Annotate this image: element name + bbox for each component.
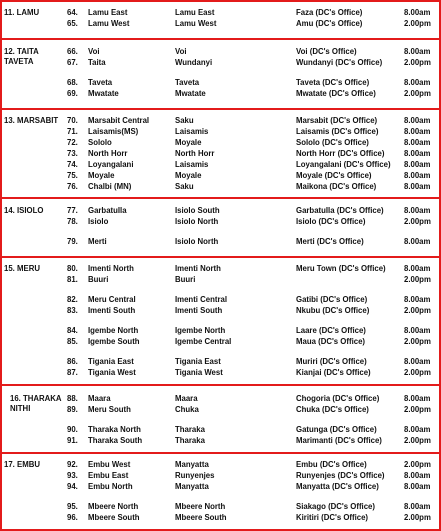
row-number: 93. (67, 471, 78, 480)
table-row (0, 206, 441, 217)
row-number: 79. (67, 237, 78, 246)
table-row (0, 149, 441, 160)
sub-county-name: Moyale (175, 138, 202, 147)
centre-name: Sololo (DC's Office) (296, 138, 369, 147)
constituency-name: Voi (88, 47, 100, 56)
constituency-name: Embu East (88, 471, 129, 480)
table-row (0, 160, 441, 171)
sub-county-name: Isiolo North (175, 217, 219, 226)
time-value: 8.00am (404, 357, 431, 366)
time-value: 8.00am (404, 482, 431, 491)
time-value: 8.00am (404, 138, 431, 147)
table-row (0, 127, 441, 138)
table-row (0, 58, 441, 69)
table-row (0, 405, 441, 416)
time-value: 8.00am (404, 8, 431, 17)
section-divider (2, 38, 439, 40)
time-value: 8.00am (404, 264, 431, 273)
centre-name: Kiritiri (DC's Office) (296, 513, 369, 522)
time-value: 2.00pm (404, 19, 431, 28)
constituency-name: Merti (88, 237, 107, 246)
county-label-taita-taveta: 12. TAITA TAVETA (4, 47, 39, 66)
constituency-name: Tharaka South (88, 436, 143, 445)
section-divider (2, 108, 439, 110)
centre-name: Faza (DC's Office) (296, 8, 363, 17)
county-label-meru: 15. MERU (4, 264, 40, 273)
row-number: 96. (67, 513, 78, 522)
centre-name: Nkubu (DC's Office) (296, 306, 370, 315)
constituency-name: Meru Central (88, 295, 136, 304)
constituency-name: Imenti South (88, 306, 136, 315)
row-number: 88. (67, 394, 78, 403)
table-row (0, 116, 441, 127)
row-number: 78. (67, 217, 78, 226)
sub-county-name: Runyenjes (175, 471, 215, 480)
row-number: 94. (67, 482, 78, 491)
county-label-isiolo: 14. ISIOLO (4, 206, 44, 215)
constituency-name: Taveta (88, 78, 113, 87)
table-row (0, 47, 441, 58)
constituency-name: Mwatate (88, 89, 119, 98)
constituency-name: Buuri (88, 275, 109, 284)
sub-county-name: Isiolo North (175, 237, 219, 246)
time-value: 8.00am (404, 237, 431, 246)
sub-county-name: Igembe Central (175, 337, 232, 346)
sub-county-name: Laisamis (175, 127, 209, 136)
time-value: 2.00pm (404, 217, 431, 226)
sub-county-name: Mbeere South (175, 513, 227, 522)
table-row (0, 171, 441, 182)
time-value: 8.00am (404, 47, 431, 56)
centre-name: Garbatulla (DC's Office) (296, 206, 384, 215)
time-value: 2.00pm (404, 58, 431, 67)
centre-name: Siakago (DC's Office) (296, 502, 375, 511)
row-number: 71. (67, 127, 78, 136)
constituency-name: Taita (88, 58, 106, 67)
sub-county-name: Tigania East (175, 357, 221, 366)
time-value: 8.00am (404, 425, 431, 434)
time-value: 8.00am (404, 394, 431, 403)
time-value: 2.00pm (404, 89, 431, 98)
sub-county-name: Mbeere North (175, 502, 226, 511)
table-row (0, 513, 441, 524)
centre-name: Marsabit (DC's Office) (296, 116, 378, 125)
centre-name: Mwatate (DC's Office) (296, 89, 376, 98)
row-number: 81. (67, 275, 78, 284)
sub-county-name: North Horr (175, 149, 215, 158)
row-number: 82. (67, 295, 78, 304)
constituency-name: Chalbi (MN) (88, 182, 132, 191)
sub-county-name: Laisamis (175, 160, 209, 169)
constituency-name: Sololo (88, 138, 112, 147)
time-value: 8.00am (404, 182, 431, 191)
time-value: 8.00am (404, 149, 431, 158)
row-number: 64. (67, 8, 78, 17)
table-row (0, 368, 441, 379)
centre-name: Gatibi (DC's Office) (296, 295, 368, 304)
time-value: 2.00pm (404, 405, 431, 414)
centre-name: Embu (DC's Office) (296, 460, 367, 469)
constituency-name: Laisamis(MS) (88, 127, 139, 136)
row-number: 76. (67, 182, 78, 191)
table-row (0, 275, 441, 286)
constituency-name: Garbatulla (88, 206, 127, 215)
row-number: 69. (67, 89, 78, 98)
sub-county-name: Saku (175, 182, 194, 191)
sub-county-name: Maara (175, 394, 198, 403)
sub-county-name: Saku (175, 116, 194, 125)
time-value: 8.00am (404, 502, 431, 511)
sub-county-name: Imenti North (175, 264, 221, 273)
constituency-name: Lamu West (88, 19, 130, 28)
table-row (0, 394, 441, 405)
time-value: 8.00am (404, 160, 431, 169)
county-label-lamu: 11. LAMU (4, 8, 40, 17)
sub-county-name: Imenti Central (175, 295, 227, 304)
constituency-name: Mbeere North (88, 502, 139, 511)
sub-county-name: Igembe North (175, 326, 226, 335)
sub-county-name: Taveta (175, 78, 200, 87)
centre-name: Laare (DC's Office) (296, 326, 366, 335)
section-divider (2, 384, 439, 386)
table-row (0, 89, 441, 100)
row-number: 75. (67, 171, 78, 180)
row-number: 77. (67, 206, 78, 215)
section-divider (2, 452, 439, 454)
row-number: 65. (67, 19, 78, 28)
time-value: 8.00am (404, 127, 431, 136)
row-number: 72. (67, 138, 78, 147)
constituency-name: Maara (88, 394, 111, 403)
row-number: 92. (67, 460, 78, 469)
row-number: 86. (67, 357, 78, 366)
constituency-name: Tigania West (88, 368, 136, 377)
table-row (0, 217, 441, 228)
centre-name: Merti (DC's Office) (296, 237, 364, 246)
table-row (0, 357, 441, 368)
sub-county-name: Lamu West (175, 19, 217, 28)
table-row (0, 337, 441, 348)
sub-county-name: Voi (175, 47, 187, 56)
time-value: 2.00pm (404, 460, 431, 469)
constituency-name: Meru South (88, 405, 131, 414)
section-divider (2, 256, 439, 258)
time-value: 2.00pm (404, 337, 431, 346)
constituency-name: Lamu East (88, 8, 128, 17)
sub-county-name: Manyatta (175, 482, 209, 491)
constituency-name: Embu West (88, 460, 131, 469)
time-value: 8.00am (404, 206, 431, 215)
centre-name: Taveta (DC's Office) (296, 78, 370, 87)
table-row (0, 502, 441, 513)
centre-name: Moyale (DC's Office) (296, 171, 372, 180)
constituency-name: Moyale (88, 171, 115, 180)
time-value: 8.00am (404, 326, 431, 335)
table-row (0, 237, 441, 248)
table-row (0, 78, 441, 89)
table-row (0, 460, 441, 471)
centre-name: Amu (DC's Office) (296, 19, 363, 28)
table-row (0, 436, 441, 447)
constituency-name: Igembe South (88, 337, 140, 346)
sub-county-name: Imenti South (175, 306, 223, 315)
row-number: 68. (67, 78, 78, 87)
sub-county-name: Mwatate (175, 89, 206, 98)
row-number: 90. (67, 425, 78, 434)
table-row (0, 19, 441, 30)
centre-name: Meru Town (DC's Office) (296, 264, 386, 273)
constituency-name: Tigania East (88, 357, 134, 366)
row-number: 89. (67, 405, 78, 414)
table-row (0, 295, 441, 306)
centre-name: Marimanti (DC's Office) (296, 436, 382, 445)
centre-name: Loyangalani (DC's Office) (296, 160, 391, 169)
time-value: 2.00pm (404, 436, 431, 445)
sub-county-name: Lamu East (175, 8, 215, 17)
row-number: 73. (67, 149, 78, 158)
constituency-name: Tharaka North (88, 425, 141, 434)
centre-name: Manyatta (DC's Office) (296, 482, 379, 491)
constituency-name: Isiolo (88, 217, 109, 226)
constituency-name: Marsabit Central (88, 116, 150, 125)
table-row (0, 482, 441, 493)
row-number: 74. (67, 160, 78, 169)
constituency-name: Imenti North (88, 264, 134, 273)
county-label-tharaka-nithi: 16. THARAKA NITHI (10, 394, 62, 413)
row-number: 80. (67, 264, 78, 273)
sub-county-name: Tharaka (175, 436, 205, 445)
constituency-name: North Horr (88, 149, 128, 158)
time-value: 2.00pm (404, 513, 431, 522)
centre-name: Chogoria (DC's Office) (296, 394, 380, 403)
table-row (0, 306, 441, 317)
centre-name: Kianjai (DC's Office) (296, 368, 371, 377)
time-value: 8.00am (404, 78, 431, 87)
constituency-name: Igembe North (88, 326, 139, 335)
row-number: 91. (67, 436, 78, 445)
row-number: 84. (67, 326, 78, 335)
row-number: 66. (67, 47, 78, 56)
centre-name: Maua (DC's Office) (296, 337, 366, 346)
centre-name: Runyenjes (DC's Office) (296, 471, 385, 480)
sub-county-name: Isiolo South (175, 206, 220, 215)
row-number: 70. (67, 116, 78, 125)
table-row (0, 425, 441, 436)
centre-name: Muriri (DC's Office) (296, 357, 367, 366)
centre-name: Voi (DC's Office) (296, 47, 357, 56)
sub-county-name: Tharaka (175, 425, 205, 434)
table-row (0, 138, 441, 149)
time-value: 8.00am (404, 471, 431, 480)
table-row (0, 326, 441, 337)
time-value: 2.00pm (404, 275, 431, 284)
time-value: 2.00pm (404, 306, 431, 315)
county-label-marsabit: 13. MARSABIT (4, 116, 59, 125)
row-number: 95. (67, 502, 78, 511)
sub-county-name: Moyale (175, 171, 202, 180)
centre-name: North Horr (DC's Office) (296, 149, 385, 158)
section-divider (2, 197, 439, 199)
table-row (0, 182, 441, 193)
centre-name: Gatunga (DC's Office) (296, 425, 377, 434)
centre-name: Maikona (DC's Office) (296, 182, 377, 191)
sub-county-name: Chuka (175, 405, 199, 414)
row-number: 83. (67, 306, 78, 315)
constituency-name: Mbeere South (88, 513, 140, 522)
row-number: 67. (67, 58, 78, 67)
sub-county-name: Wundanyi (175, 58, 213, 67)
sub-county-name: Buuri (175, 275, 196, 284)
centre-name: Wundanyi (DC's Office) (296, 58, 383, 67)
table-row (0, 264, 441, 275)
row-number: 85. (67, 337, 78, 346)
constituency-name: Loyangalani (88, 160, 134, 169)
county-label-embu: 17. EMBU (4, 460, 40, 469)
constituency-name: Embu North (88, 482, 133, 491)
time-value: 8.00am (404, 116, 431, 125)
centre-name: Isiolo (DC's Office) (296, 217, 366, 226)
time-value: 8.00am (404, 295, 431, 304)
centre-name: Laisamis (DC's Office) (296, 127, 379, 136)
row-number: 87. (67, 368, 78, 377)
table-row (0, 8, 441, 19)
time-value: 2.00pm (404, 368, 431, 377)
sub-county-name: Manyatta (175, 460, 209, 469)
sub-county-name: Tigania West (175, 368, 223, 377)
time-value: 8.00am (404, 171, 431, 180)
centre-name: Chuka (DC's Office) (296, 405, 369, 414)
table-row (0, 471, 441, 482)
